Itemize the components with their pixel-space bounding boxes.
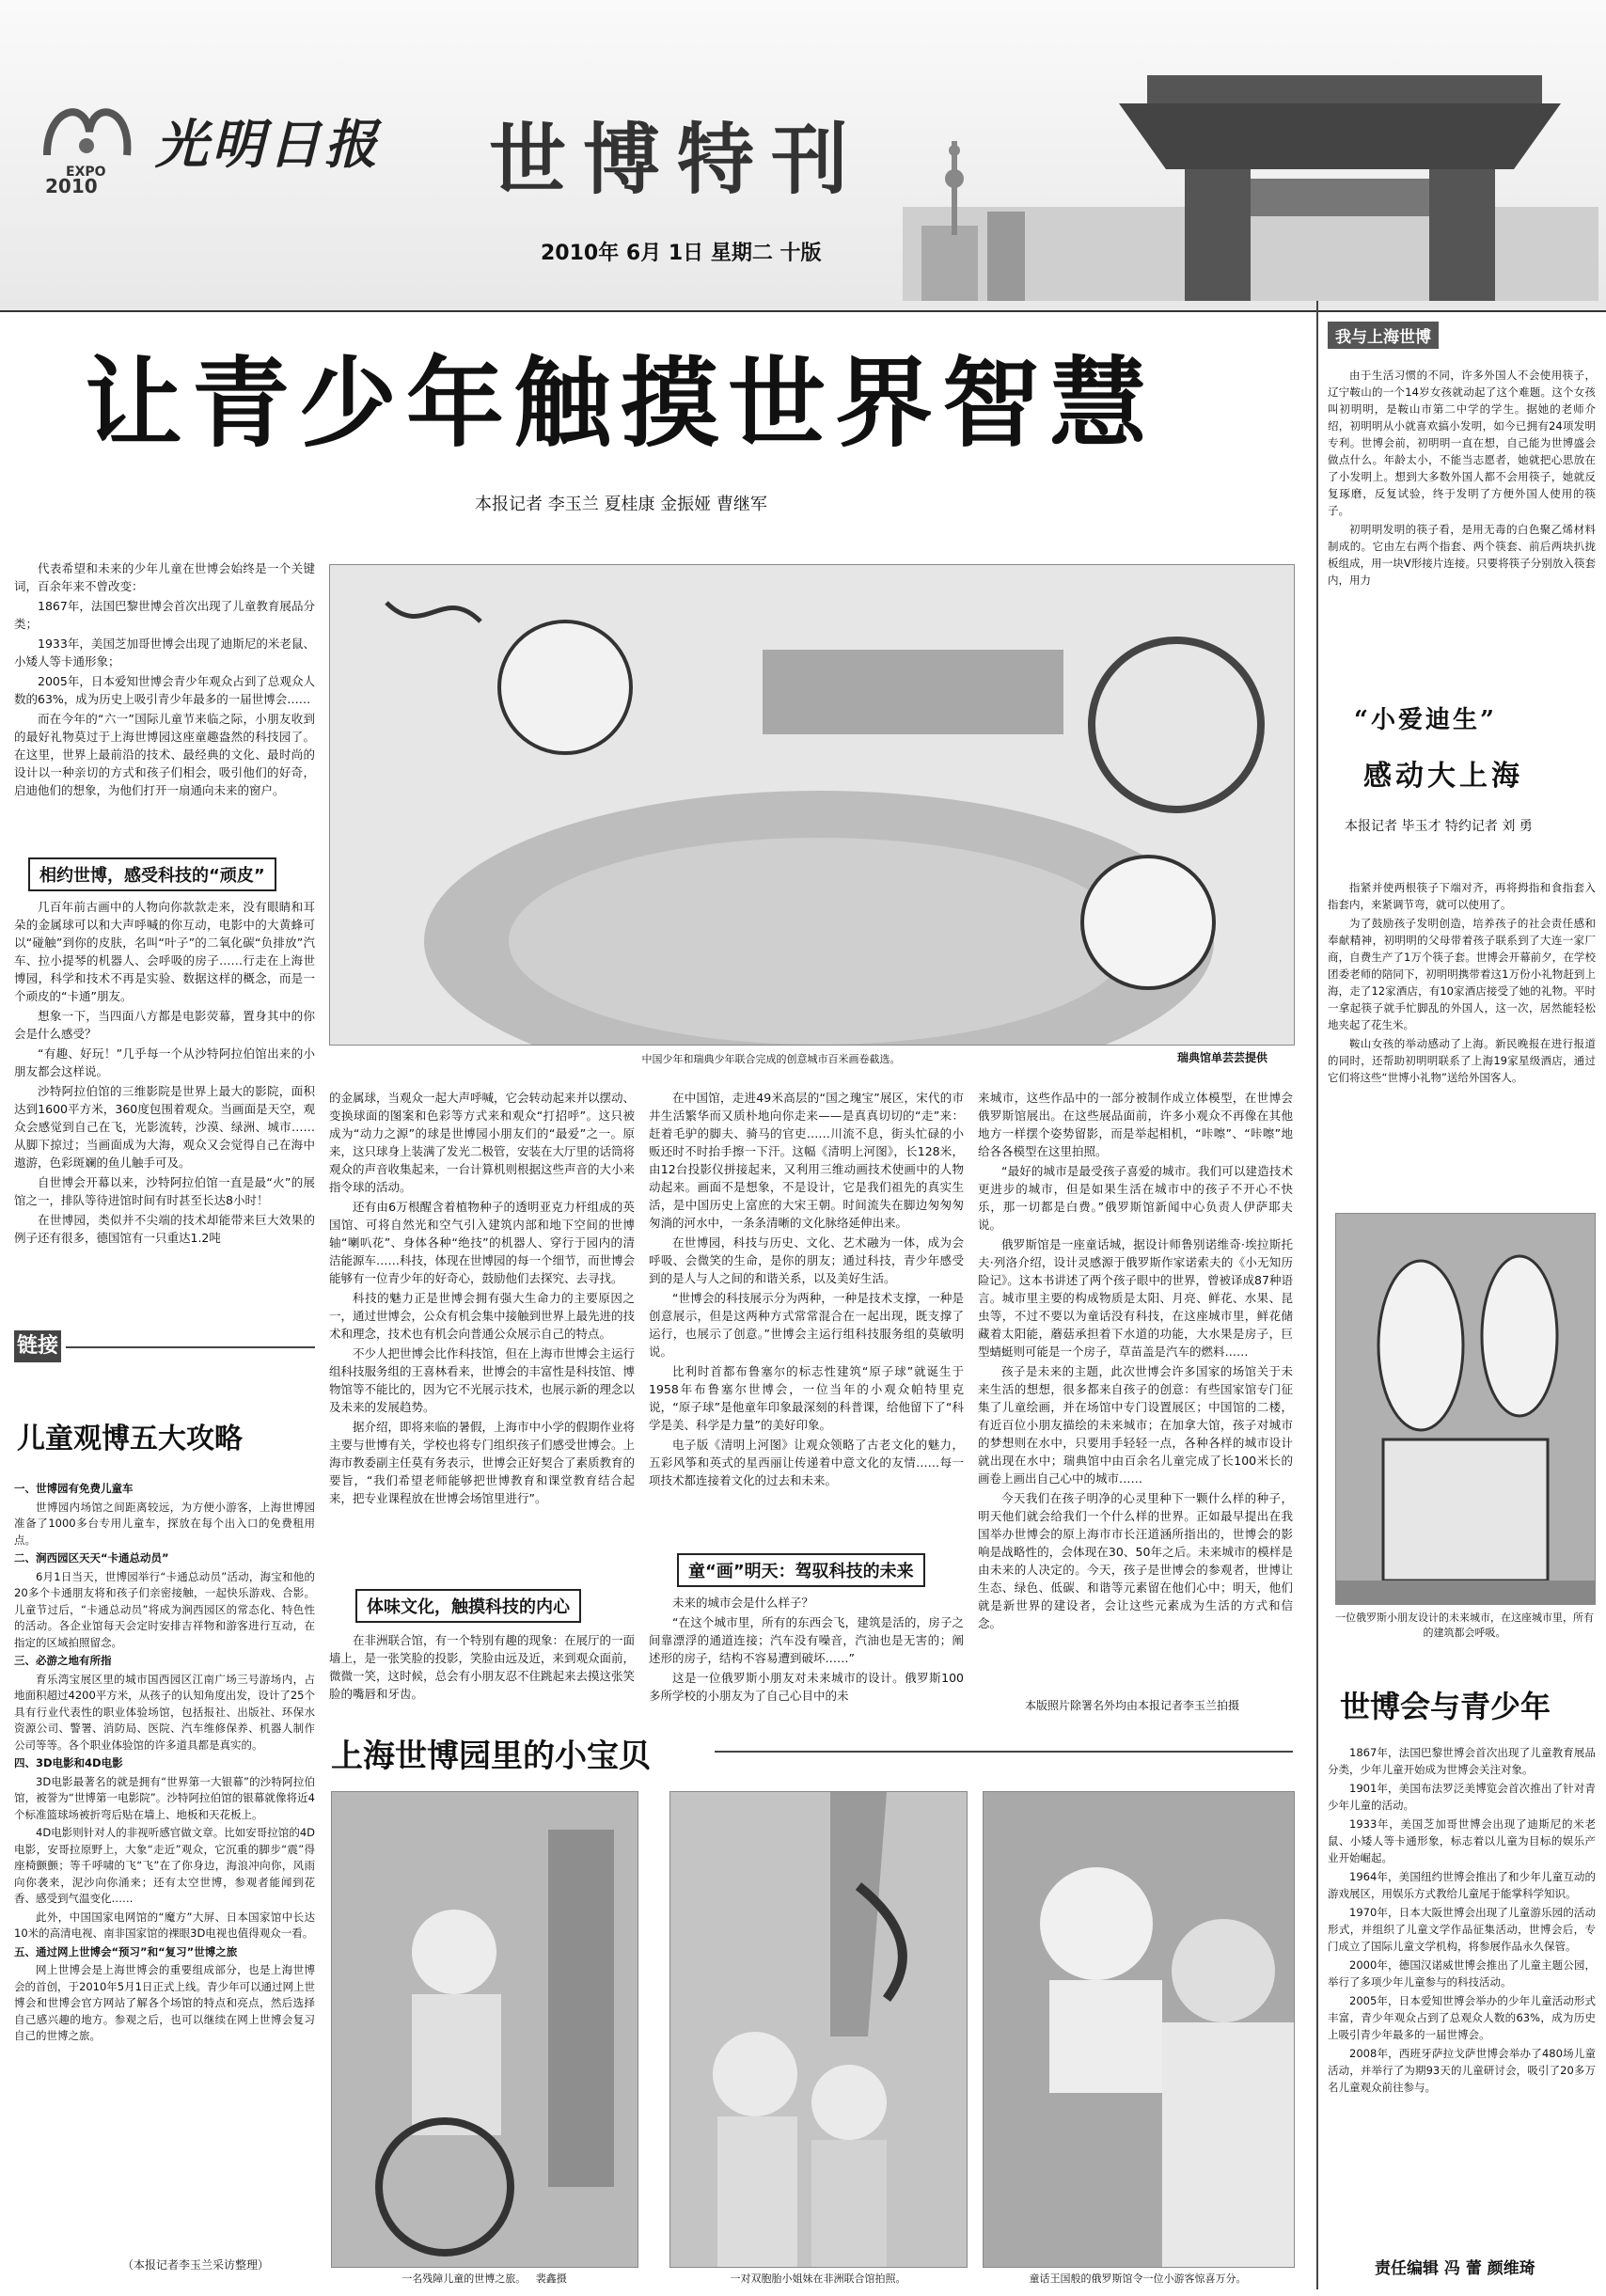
kids-photo-caption: 童话王国般的俄罗斯馆令一位小游客惊喜万分。 [1029, 2272, 1247, 2285]
masthead [0, 0, 1606, 312]
main-photo-credit: 瑞典馆单芸芸提供 [1176, 1051, 1267, 1064]
paragraph: 指紧并使两根筷子下端对齐，再将拇指和食指套入指套内，来紧调节弯，就可以使用了。 [1328, 881, 1596, 911]
paragraph: “最好的城市是最受孩子喜爱的城市。我们可以建造技术更进步的城市，但是如果生活在城市中的孩子不开心不快乐，那一切都是白费。”俄罗斯馆新闻中心负责人伊萨耶夫说。 [978, 1164, 1293, 1232]
paragraph: 4D电影则针对人的非视听感官做文章。比如安哥拉馆的4D电影，安哥拉原野上，大象“走近”观众，它沉重的脚步“震”得座椅颤颤；等千呼啸的飞“飞”在了你身边，海浪冲向你，风雨向你袭来，泥沙向你涌来；还有太空世博，参观者能闻到花香、感受到气温变化…… [14, 1826, 315, 1905]
sidebar-feature-title-1: “小爱迪生” [1354, 706, 1497, 734]
china-pavilion-skyline-image [903, 47, 1598, 301]
main-painting-photo [329, 564, 1295, 1046]
byline: 本报记者 李玉兰 夏桂康 金振娅 曹继军 [475, 495, 767, 514]
guide-footer: （本报记者李玉兰采访整理） [122, 2258, 270, 2272]
paragraph: 今天我们在孩子明净的心灵里种下一颗什么样的种子，明天他们就会给我们一个什么样的世界。正如最早提出在我国举办世博会的原上海市市长汪道涵所指出的，世博会的影响是战略性的，会体现在30、50年之后。未来城市的模样是由未来的人决定的。今天，孩子是世博会的参观者，世博让生态、绿色、低碳、和谐等元素留在他们心中；明天，他们就是新世界的建设者，会让这些元素成为生活的方式和信念。 [978, 1491, 1293, 1630]
future-city-sculpture-image [1336, 1214, 1595, 1604]
sidebar-title-expo-youth: 世博会与青少年 [1340, 1689, 1551, 1724]
twins-giraffe-image [670, 1792, 967, 2267]
paragraph: 还有由6万根醒含着植物种子的透明亚克力杆组成的英国馆、可将自然光和空气引入建筑内部和地下空间的世博轴“喇叭花”、身体各种“绝技”的机器人、穿行于园内的清洁能源车……科技，体现在世博园的每一个细节，而世博会能够有一位青少年的好奇心，鼓励他们去探究、去寻找。 [329, 1200, 635, 1285]
timeline-item: 1901年，美国布法罗泛美博览会首次推出了针对青少年儿童的活动。 [1328, 1782, 1596, 1812]
photo-credit: 裴鑫摄 [535, 2272, 567, 2285]
timeline-item: 1964年，美国纽约世博会推出了和少年儿童互动的游戏展区，用娱乐方式教给儿童尾于能掌科学知识。 [1328, 1870, 1596, 1900]
sidebar-divider [1316, 301, 1318, 2289]
kids-photo-caption [339, 2271, 630, 2286]
paragraph: 未来的城市会是什么样子？ [672, 1596, 814, 1610]
sidebar-story [1328, 367, 1596, 653]
kids-photo-caption: 一对双胞胎小姐妹在非洲联合馆拍照。 [730, 2272, 906, 2285]
kids-photo-wheelchair [331, 1791, 638, 2268]
subhead-culture: 体味文化，触摸科技的内心 [355, 1589, 581, 1623]
paragraph: 6月1日当天，世博园举行“卡通总动员”活动，海宝和他的20多个卡通朋友将和孩子们亲密接触，一起快乐游戏、合影。儿童节过后，“卡通总动员”将成为涧西园区的常态化、特色性的活动。各企业馆每天会定时安排吉祥物和游客进行互动，在指定的区域拍照留念。 [14, 1569, 315, 1649]
paragraph: 2005年，日本爱知世博会青少年观众占到了总观众人数的63%，成为历史上吸引青少年最多的一届世博会…… [14, 674, 315, 706]
article-col3 [649, 1089, 964, 1545]
sidebar-feature-byline: 本报记者 毕玉才 特约记者 刘 勇 [1345, 819, 1533, 834]
svg-text:EXPO: EXPO [66, 165, 106, 180]
timeline-item: 1933年，美国芝加哥世博会出现了迪斯尼的米老鼠、小矮人等卡通形象，标志着以儿童为目标的娱乐产业开始崛起。 [1328, 1817, 1596, 1864]
dateline: 2010年 6月 1日 星期二 十版 [541, 242, 822, 265]
divider [715, 1751, 1293, 1753]
link-label: 链接 [14, 1330, 61, 1362]
timeline-item: 1970年，日本大阪世博会出现了儿童游乐园的活动形式，并组织了儿童文学作品征集活动，世博会后，专门成立了国际儿童文学机构，将参展作品永久保管。 [1328, 1906, 1596, 1953]
article-col1 [14, 559, 315, 851]
timeline-item: 2008年，西班牙萨拉戈萨世博会举办了480场儿童活动，并举行了为期93天的儿童研讨会，吸引了20多万名儿童观众前往参与。 [1328, 2047, 1596, 2094]
guide-item-title: 一、世博园有免费儿童车 [14, 1482, 134, 1495]
paragraph: 在世博园，类似并不尖端的技术却能带来巨大效果的例子还有很多，德国馆有一只重达1.2吨 [14, 1213, 315, 1245]
paragraph: 比利时首都布鲁塞尔的标志性建筑“原子球”就诞生于1958年布鲁塞尔世博会，一位当年的小观众帕特里克说，“原子球”是他童年印象最深刻的科普课，给他留下了“科学是美、科学是力量”的美好印象。 [649, 1364, 964, 1432]
paragraph: 1933年，美国芝加哥世博会出现了迪斯尼的米老鼠、小矮人等卡通形象； [14, 637, 315, 668]
guide-item-title: 五、通过网上世博会“预习”和“复习”世博之旅 [14, 1944, 238, 1958]
paragraph: 3D电影最著名的就是拥有“世界第一大银幕”的沙特阿拉伯馆，被誉为“世博第一电影院”。沙特阿拉伯馆的银幕就像将近4个标准篮球场被折弯后贴在墙上、地板和天花板上。 [14, 1774, 315, 1821]
paragraph: 育乐湾宝展区里的城市国西园区江南广场三号游场内，占地面积超过4200平方米，从孩子的认知角度出发，设计了25个具有行业代表性的职业体验场馆，包括报社、出版社、环保水资源公司、警署、消防局、医院、汽车维修保养、机器人制作公司等等。各个职业体验馆的许多道具都是真实的。 [14, 1672, 315, 1752]
kids-photo-grandpa [983, 1791, 1295, 2268]
paragraph: “在这个城市里，所有的东西会飞，建筑是活的，房子之间靠漂浮的通道连接；汽车没有噪音，汽油也是无害的；阐述形的房子，结构不容易遭到破坏……” [649, 1615, 964, 1665]
paragraph: 而在今年的“六一”国际儿童节来临之际，小朋友收到的最好礼物莫过于上海世博园这座童趣盎然的科技园了。在这里，世界上最前沿的技术、最经典的文化、最时尚的设计以一种亲切的方式和孩子们相会，吸引他们的好奇，启迪他们的想象，为他们打开一扇通向未来的窗户。 [14, 712, 315, 797]
guide-item-title: 三、必游之地有所指 [14, 1654, 112, 1667]
article-col2 [329, 1089, 635, 1582]
responsible-editor: 责任编辑 冯 蕾 颜维琦 [1375, 2259, 1535, 2278]
col4-photo-note: 本版照片除署名外均由本报记者李玉兰拍摄 [1025, 1699, 1240, 1712]
paragraph: 沙特阿拉伯馆的三维影院是世界上最大的影院，面积达到1600平方米，360度包围着观众。当画面是天空，观众会感觉到自己在飞，光影流转，沙漠、绿洲、城市……从脚下掠过；当画面成为大海，观众又会觉得自己在海中遨游，色彩斑斓的鱼儿触手可及。 [14, 1084, 315, 1170]
kids-photo-twins [669, 1791, 968, 2268]
paragraph: 初明明发明的筷子看，是用无毒的白色聚乙烯材料制成的。它由左右两个指套、两个筷套、前后两块扒拢板组成，用一块V形接片连接。只要将筷子分别放入筷套内，用力 [1328, 523, 1596, 587]
sidebar-photo-caption: 一位俄罗斯小朋友设计的未来城市，在这座城市里，所有的建筑都会呼吸。 [1335, 1612, 1594, 1639]
guide-item-title: 四、3D电影和4D电影 [14, 1756, 123, 1769]
guide-title: 儿童观博五大攻略 [17, 1423, 243, 1455]
paragraph: “世博会的科技展示分为两种，一种是技术支撑，一种是创意展示，但是这两种方式常常混合在一起出现，既支撑了运行，也展示了创意。”世博会主运行组科技服务组的莫敏明说。 [649, 1291, 964, 1359]
paragraph: 来城市，这些作品中的一部分被制作成立体模型，在世博会俄罗斯馆展出。在这些展品面前，许多小观众不再像在其他地方一样摆个姿势留影，而是举起相机，“咔嚓”、“咔嚓”地给各各模型在这里拍照。 [978, 1091, 1293, 1158]
timeline-item: 2000年，德国汉诺威世博会推出了儿童主题公园，举行了多项少年儿童参与的科技活动。 [1328, 1958, 1596, 1989]
paragraph: 电子版《清明上河图》让观众领略了古老文化的魅力，五彩风筝和英式的星西丽让传递着中意文化的友情……每一项技术都连接着文化的过去和未来。 [649, 1438, 964, 1487]
paragraph: 在世博园，科技与历史、文化、艺术融为一体，成为会呼吸、会微笑的生命，是你的朋友；通过科技，青少年感受到的是人与人之间的和谐关系，以及美好生活。 [649, 1235, 964, 1285]
expo-youth-timeline [1328, 1744, 1596, 2233]
paragraph: 俄罗斯馆是一座童话城，据设计师鲁别诺维奇·埃拉斯托夫·列洛介绍，设计灵感源于俄罗斯作家诺索夫的《小无知历险记》。这本书讲述了两个孩子眼中的世界，曾被译成87种语言。城市里主要的构成物质是太阳、月亮、鲜花、水果、昆虫等，不过不要以为童话没有科技，在这座城市里，鲜花储藏着太阳能，蘑菇承担着下水道的功能，大水果是房子，巨型蜻蜓则可能是一个房子，草苗盖是汽车的燃料…… [978, 1237, 1293, 1359]
main-headline: 让青少年触摸世界智慧 [85, 345, 1157, 461]
paragraph: 为了鼓励孩子发明创造，培养孩子的社会责任感和奉献精神，初明明的父母带着孩子联系到了大连一家厂商，自费生产了1万个筷子套。世博会开幕前夕，在学校团委老师的陪同下，初明明携带着这1万份小礼物赶到上海，走了12家酒店，有10家酒店接受了她的礼物。平时一拿起筷子就手忙脚乱的外国人，这一次，居然能轻松地夹起了花生米。 [1328, 917, 1596, 1031]
main-photo-caption: 中国少年和瑞典少年联合完成的创意城市百米画卷截选。 [641, 1053, 901, 1065]
sidebar-story-cont [1328, 879, 1596, 1161]
sidebar-future-city-photo [1335, 1213, 1596, 1605]
paragraph: 科技的魅力正是世博会拥有强大生命力的主要原因之一，通过世博会，公众有机会集中接触到世界上最先进的技术和理念，技术也有机会向普通公众展示自己的特点。 [329, 1291, 635, 1341]
sidebar-feature-title-2: 感动大上海 [1363, 760, 1523, 793]
paragraph: 据介绍，即将来临的暑假，上海市中小学的假期作业将主要与世博有关，学校也将专门组织孩子们感受世博会。上海市教委副主任莫有务表示，世博会正好契合了素质教育的要旨，“我们希望老师能够把世博教育和课堂教育结合起来，把专业课程放在世博会场馆里进行”。 [329, 1420, 635, 1505]
timeline-item: 1867年，法国巴黎世博会首次出现了儿童教育展品分类，少年儿童开始成为世博会关注对象。 [1328, 1746, 1596, 1776]
divider [66, 1346, 315, 1348]
guide-item-title: 二、涧西园区天天“卡通总动员” [14, 1551, 169, 1565]
baby-grandfather-image [984, 1792, 1294, 2267]
paragraph: 1867年，法国巴黎世博会首次出现了儿童教育展品分类； [14, 599, 315, 631]
paragraph: 这是一位俄罗斯小朋友对未来城市的设计。俄罗斯100多所学校的小朋友为了自己心目中的未 [649, 1671, 964, 1703]
wheelchair-child-image [332, 1792, 638, 2267]
paragraph: 在中国馆，走进49米高层的“国之瑰宝”展区，宋代的市井生活繁华而又质朴地向你走来——是真真切切的“走”来：赶着毛驴的脚夫、骑马的官吏……川流不息，街头忙碌的小贩还时不时抬手擦一下汗。这幅《清明上河图》，长128米，由12台投影仪拼接起来，又利用三维动画技术使画中的人物动起来。画面不是想象，不是设计，它是我们祖先的真实生活，是中国历史上富庶的大宋王朝。时间流失在脚边匆匆匆匆淌的河水中，一条条清晰的文化脉络延伸出来。 [649, 1091, 964, 1230]
paragraph: 孩子是未来的主题，此次世博会许多国家的场馆关于未来生活的想想，很多都来自孩子的创意：有些国家馆专门征集了儿童绘画，并在场馆中专门设置展区；中国馆的二楼，有近百位小朋友描绘的未来城市；在加拿大馆，孩子对城市的梦想则在水中，只要用手轻轻一点，各种各样的城市设计就出现在水中；瑞典馆中由百余名儿童完成了长100米长的画卷上画出自己心中的城市…… [978, 1364, 1293, 1486]
article-col4 [978, 1089, 1293, 1691]
timeline-item: 2005年，日本爱知世博会举办的少年儿童活动形式丰富，青少年观众占到了总观众人数的63%，成为历史上吸引青少年最多的一届世博会。 [1328, 1994, 1596, 2041]
special-title: 世博特刊 [489, 116, 866, 205]
paragraph: “有趣、好玩！”几乎每一个从沙特阿拉伯馆出来的小朋友都会这样说。 [14, 1046, 315, 1078]
photo-caption-text: 一名残障儿童的世博之旅。 [402, 2272, 527, 2285]
guide-body [14, 1481, 315, 2238]
paragraph: 不少人把世博会比作科技馆，但在上海市世博会主运行组科技服务组的王喜林看来，世博会的丰富性是科技馆、博物馆等不能比的，因为它不光展示技术，也展示新的理念以及未来的发展趋势。 [329, 1346, 635, 1414]
paragraph: 想象一下，当四面八方都是电影荧幕，置身其中的你会是什么感受？ [14, 1009, 315, 1041]
subhead-drawing-tomorrow: 童“画”明天：驾驭科技的未来 [677, 1553, 925, 1587]
paragraph: 鞍山女孩的举动感动了上海。新民晚报在进行报道的同时，还帮助初明明联系了上海19家星级酒店，通过它们将这些“世博小礼物”送给外国客人。 [1328, 1037, 1596, 1084]
children-painting-image [330, 565, 1294, 1045]
paragraph: 在非洲联合馆，有一个特别有趣的现象：在展厅的一面墙上，是一张笑脸的投影，笑脸由远及近，来到观众面前，微微一笑，这时候，总会有小朋友忍不住跳起来去摸这张笑脸的嘴唇和牙齿。 [329, 1633, 635, 1701]
svg-text:2010: 2010 [45, 175, 98, 197]
kids-section-title: 上海世博园里的小宝贝 [331, 1738, 651, 1775]
article-col3-cont [649, 1594, 964, 1725]
paragraph: 此外，中国国家电网馆的“魔方”大屏、日本国家馆中长达10米的高清电视、南非国家馆的裸眼3D电视也值得观众一看。 [14, 1910, 315, 1940]
paragraph: 世博园内场馆之间距离较远，为方便小游客，上海世博园准备了1000多台专用儿童车，探放在每个出入口的免费租用点。 [14, 1500, 315, 1547]
paragraph: 自世博会开幕以来，沙特阿拉伯馆一直是最“火”的展馆之一，排队等待进馆时间有时甚至长达8小时！ [14, 1175, 315, 1207]
article-col1-cont [14, 898, 315, 1312]
subhead-science-fun: 相约世博，感受科技的“顽皮” [28, 857, 276, 891]
paper-name: 光明日报 [155, 114, 381, 176]
paragraph: 网上世博会是上海世博会的重要组成部分，也是上海世博会的首创，于2010年5月1日正式上线。青少年可以通过网上世博会和世博会官方网站了解各个场馆的特点和亮点，然后选择自己感兴趣的地方。参观之后，也可以继续在网上世博会复习自己的世博之旅。 [14, 1963, 315, 2042]
paragraph: 代表希望和未来的少年儿童在世博会始终是一个关键词，百余年来不曾改变： [14, 561, 315, 593]
article-col2-cont [329, 1631, 635, 1725]
paragraph: 的金属球，当观众一起大声呼喊，它会转动起来并以摆动、变换球面的图案和色彩等方式来和观众“打招呼”。这只被成为“动力之源”的球是世博园小朋友们的“最爱”之一。原来，这只球身上装满了发光二极管，安装在大厅里的话筒将观众的声音收集起来，一台计算机则根据这些声音的大小来指令球的活动。 [329, 1091, 635, 1194]
paragraph: 几百年前古画中的人物向你款款走来，没有眼睛和耳朵的金属球可以和大声呼喊的你互动，电影中的大黄蜂可以“碰触”到你的皮肤，名叫“叶子”的二氧化碳“负排放”汽车、拉小提琴的机器人、会呼吸的房子……行走在上海世博园，科学和技术不再是实验、数据这样的概念，而是一个顽皮的“卡通”朋友。 [14, 900, 315, 1003]
expo-logo-icon [28, 89, 150, 202]
paragraph: 由于生活习惯的不同，许多外国人不会使用筷子，辽宁鞍山的一个14岁女孩就动起了这个难题。这个女孩叫初明明，是鞍山市第二中学的学生。据她的老师介绍，初明明从小就喜欢搞小发明，如今已拥有24项发明专利。世博会前，初明明一直在想，自己能为世博盛会做点什么。年龄太小，不能当志愿者，她就把心思放在了小发明上。想到大多数外国人都不会用筷子，她就反复琢磨，反复试验，终于发明了方便外国人使用的筷子。 [1328, 369, 1596, 517]
sidebar-column-head: 我与上海世博 [1328, 322, 1439, 349]
